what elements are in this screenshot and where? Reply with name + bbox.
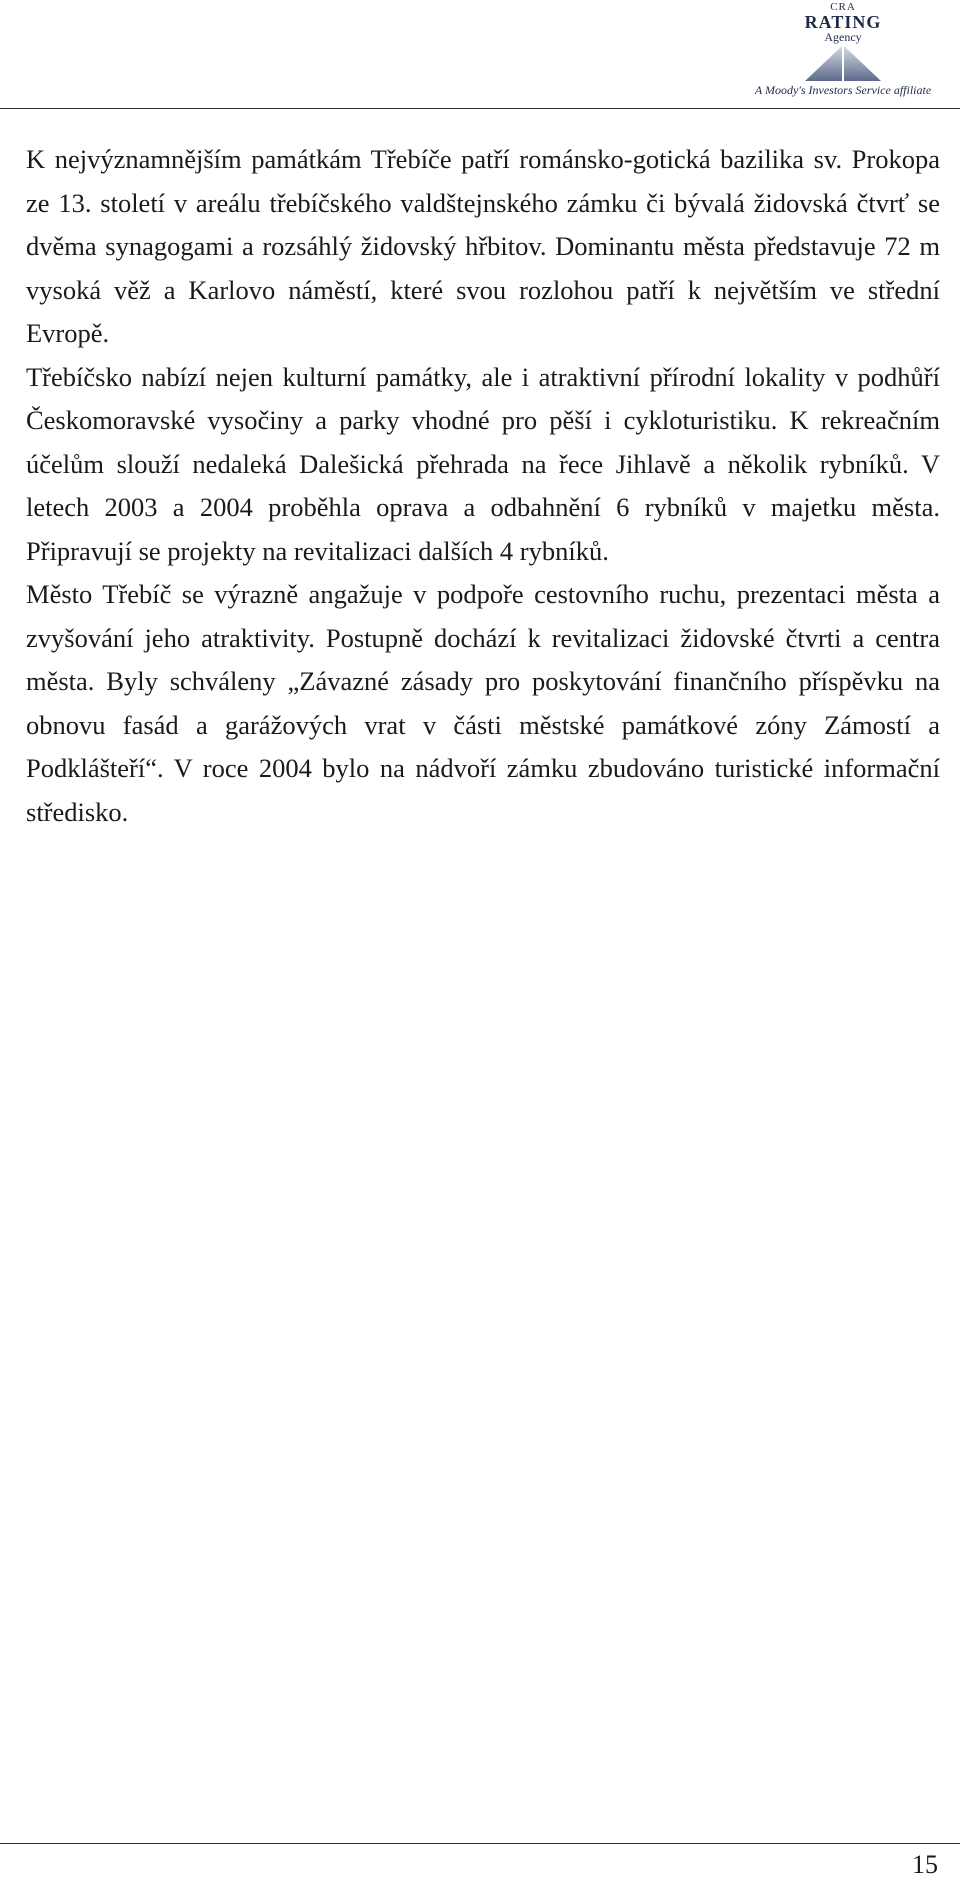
paragraph-tourism: Město Třebíč se výrazně angažuje v podpoře cestovního ruchu, prezentaci města a zvyšování jeho atraktivity. Postupně dochází k revitalizaci židovské čtvrti a centra města. Byly schváleny „Závazné zásady pro poskytování finančního příspěvku na obnovu fasád a garážových vrat v části městské památkové zóny Zámostí a Podklášteří“. V roce 2004 bylo na nádvoří zámku zbudováno turistické informační středisko. [26,579,940,827]
footer-divider [0,1843,960,1844]
paragraph-landmarks: K nejvýznamnějším památkám Třebíče patří románsko-gotická bazilika sv. Prokopa ze 13. století v areálu třebíčského valdštejnského zámku či bývalá židovská čtvrť se dvěma synagogami a rozsáhlý židovský hřbitov. Dominantu města představuje 72 m vysoká věž a Karlovo náměstí, které svou rozlohou patří k největším ve střední Evropě. [26,144,940,348]
page-number: 15 [912,1850,938,1879]
paragraph-nature: Třebíčsko nabízí nejen kulturní památky, ale i atraktivní přírodní lokality v podhůří Českomoravské vysočiny a parky vhodné pro pěší i cykloturistiku. K rekreačním účelům slouží nedaleká Dalešická přehrada na řece Jihlavě a několik rybníků. V letech 2003 a 2004 proběhla oprava a odbahnění 6 rybníků v majetku města. Připravují se projekty na revitalizaci dalších 4 rybníků. [26,361,940,566]
document-body [26,138,940,834]
logo-tagline: A Moody's Investors Service affiliate [754,83,932,97]
logo-line-rating: RATING [804,12,882,32]
logo-line-agency: Agency [824,30,862,44]
cra-logo [748,2,938,102]
header-divider [0,108,960,109]
logo-triangle-icon [803,45,883,81]
logo-line-cra: CRA [830,1,856,13]
